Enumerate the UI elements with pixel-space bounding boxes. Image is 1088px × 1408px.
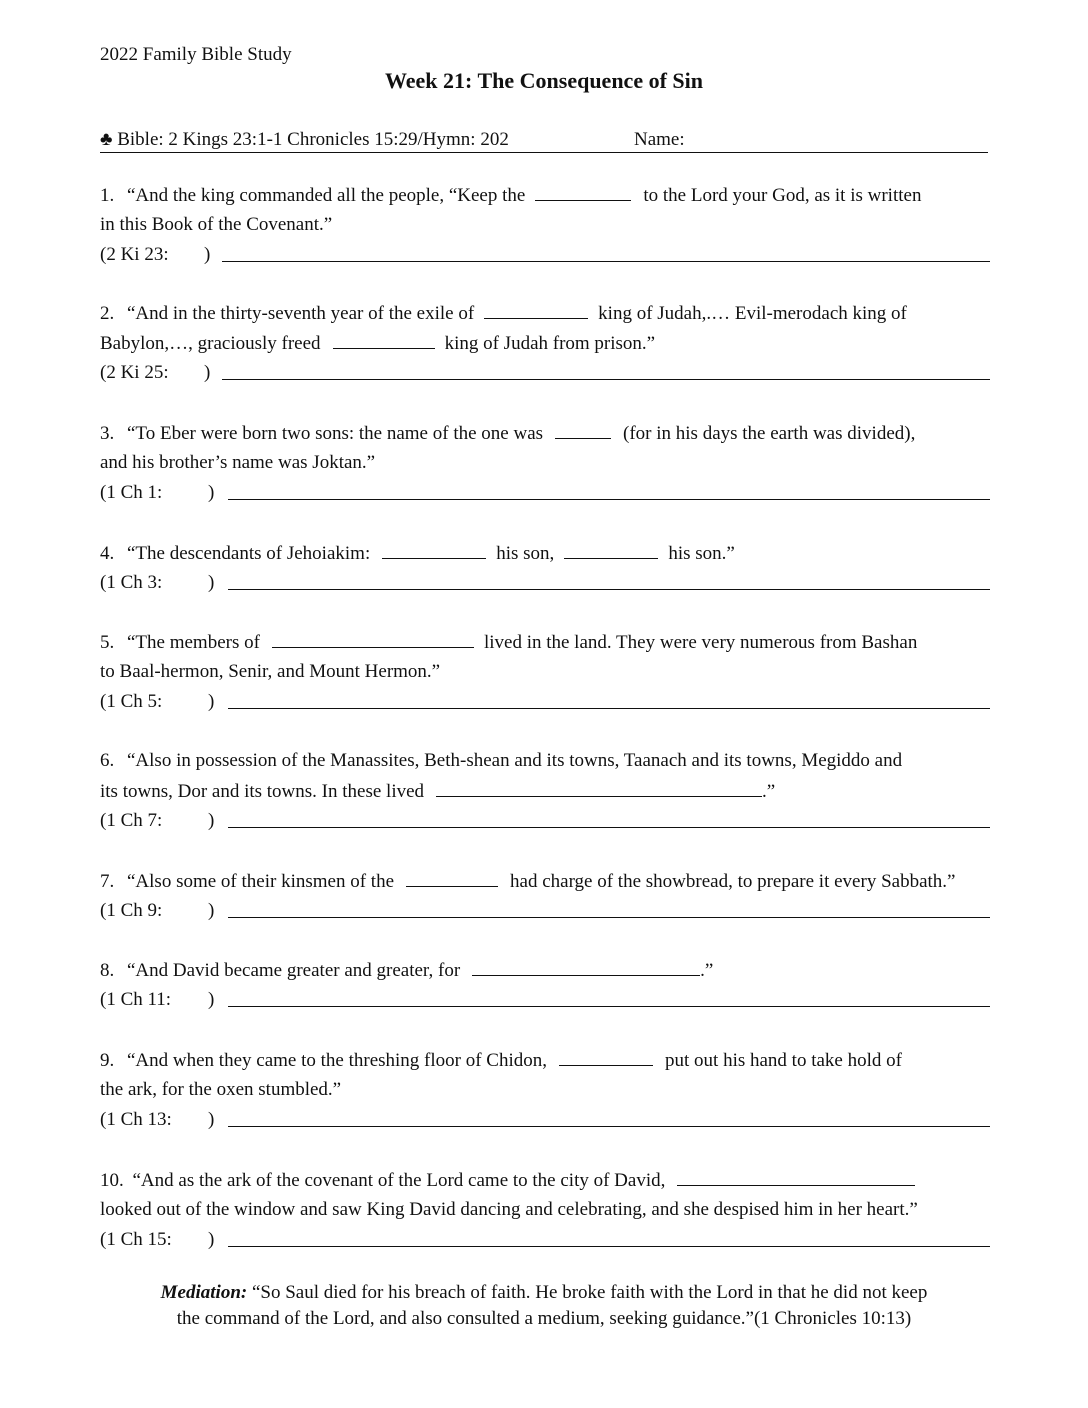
question-text: king of Judah from prison.” <box>444 333 656 354</box>
question-text: his son.” <box>668 543 735 564</box>
verse-answer-line[interactable] <box>228 917 990 918</box>
reference-row: (1 Ch 5: ) <box>100 687 990 717</box>
bible-reading-label: ♣ Bible: 2 Kings 23:1-1 Chronicles 15:29/Hymn: 202 <box>100 129 509 150</box>
meditation-text: “So Saul died for his breach of faith. He broke faith with the Lord in that he did not keep <box>251 1282 928 1303</box>
reference-row: (1 Ch 13: ) <box>100 1105 990 1135</box>
answer-blank[interactable] <box>272 627 474 648</box>
question-10 <box>100 1165 990 1255</box>
answer-blank[interactable] <box>559 1045 653 1066</box>
question-number: 8. <box>100 960 115 981</box>
answer-blank[interactable] <box>535 180 631 201</box>
reference-row: (1 Ch 15: ) <box>100 1225 990 1255</box>
question-number: 7. <box>100 871 115 892</box>
question-text: “The members of <box>127 632 260 653</box>
reference-label: (1 Ch 15: <box>100 1229 172 1250</box>
question-text: “And when they came to the threshing floor of Chidon, <box>127 1050 548 1071</box>
verse-answer-line[interactable] <box>228 1006 990 1007</box>
reference-label: (1 Ch 9: <box>100 900 163 921</box>
answer-blank[interactable] <box>333 328 435 349</box>
question-2 <box>100 298 990 388</box>
verse-answer-line[interactable] <box>228 1246 990 1247</box>
question-5 <box>100 627 990 717</box>
question-number: 1. <box>100 185 115 206</box>
question-text: put out his hand to take hold of <box>665 1050 902 1071</box>
reference-label: (1 Ch 1: <box>100 482 163 503</box>
reference-label: (1 Ch 11: <box>100 989 172 1010</box>
question-1 <box>100 180 990 270</box>
question-text: lived in the land. They were very numerous from Bashan <box>483 632 918 653</box>
question-4 <box>100 538 990 598</box>
name-label: Name: <box>634 129 685 150</box>
verse-answer-line[interactable] <box>222 379 990 380</box>
reference-row: (1 Ch 9: ) <box>100 896 990 926</box>
question-text: “And David became greater and greater, for <box>127 960 461 981</box>
question-text: the ark, for the oxen stumbled.” <box>100 1079 342 1100</box>
question-text: in this Book of the Covenant.” <box>100 214 333 235</box>
reference-label: (1 Ch 13: <box>100 1109 172 1130</box>
question-text: its towns, Dor and its towns. In these lived <box>100 781 425 802</box>
reference-label: (2 Ki 23: <box>100 244 169 265</box>
page-title: Week 21: The Consequence of Sin <box>384 68 703 93</box>
question-number: 10. <box>100 1170 124 1191</box>
verse-answer-line[interactable] <box>228 827 990 828</box>
question-text: .” <box>762 781 776 802</box>
answer-blank[interactable] <box>677 1165 915 1186</box>
question-text: his son, <box>496 543 555 564</box>
answer-blank[interactable] <box>484 298 588 319</box>
question-6 <box>100 746 990 836</box>
verse-answer-line[interactable] <box>228 708 990 709</box>
verse-answer-line[interactable] <box>222 261 990 262</box>
question-number: 3. <box>100 423 115 444</box>
question-7 <box>100 866 990 926</box>
verse-answer-line[interactable] <box>228 1126 990 1127</box>
meditation-verse <box>100 1280 988 1332</box>
verse-answer-line[interactable] <box>228 589 990 590</box>
reference-row: (2 Ki 23: ) <box>100 240 990 270</box>
meditation-text: the command of the Lord, and also consulted a medium, seeking guidance.”(1 Chronicles 10:13) <box>176 1308 912 1329</box>
question-text: “And as the ark of the covenant of the Lord came to the city of David, <box>132 1170 666 1191</box>
reference-label: (1 Ch 3: <box>100 572 163 593</box>
question-text: and his brother’s name was Joktan.” <box>100 452 376 473</box>
question-text: to Baal-hermon, Senir, and Mount Hermon.” <box>100 661 441 682</box>
question-text: “Also in possession of the Manassites, Beth-shean and its towns, Taanach and its towns, Megiddo and <box>127 750 903 771</box>
question-text: had charge of the showbread, to prepare it every Sabbath.” <box>510 871 956 892</box>
answer-blank[interactable] <box>406 866 498 887</box>
question-text: to the Lord your God, as it is written <box>643 185 922 206</box>
answer-blank[interactable] <box>564 538 658 559</box>
question-text: “The descendants of Jehoiakim: <box>127 543 371 564</box>
question-text: “Also some of their kinsmen of the <box>127 871 395 892</box>
reference-row: (1 Ch 1: ) <box>100 478 990 508</box>
meditation-label: Mediation: <box>160 1282 248 1303</box>
series-label: 2022 Family Bible Study <box>100 44 292 65</box>
reference-row: (2 Ki 25: ) <box>100 358 990 388</box>
question-number: 5. <box>100 632 115 653</box>
question-text: Babylon,…, graciously freed <box>100 333 321 354</box>
reference-row: (1 Ch 7: ) <box>100 806 990 836</box>
reference-label: (2 Ki 25: <box>100 362 169 383</box>
reference-row: (1 Ch 11: ) <box>100 985 990 1015</box>
verse-answer-line[interactable] <box>228 499 990 500</box>
question-text: “And the king commanded all the people, “Keep the <box>127 185 526 206</box>
question-text: .” <box>700 960 714 981</box>
question-number: 9. <box>100 1050 115 1071</box>
question-number: 2. <box>100 303 115 324</box>
question-text: (for in his days the earth was divided), <box>623 423 916 444</box>
question-number: 4. <box>100 543 115 564</box>
question-text: “And in the thirty-seventh year of the exile of <box>127 303 475 324</box>
question-number: 6. <box>100 750 115 771</box>
reference-label: (1 Ch 7: <box>100 810 163 831</box>
answer-blank[interactable] <box>436 776 762 797</box>
answer-blank[interactable] <box>472 955 700 976</box>
question-text: looked out of the window and saw King David dancing and celebrating, and she despised him in her heart.” <box>100 1199 918 1220</box>
reference-row: (1 Ch 3: ) <box>100 568 990 598</box>
question-8 <box>100 955 990 1015</box>
bible-hymn-name-row <box>100 128 988 153</box>
question-3 <box>100 418 990 508</box>
answer-blank[interactable] <box>555 418 611 439</box>
answer-blank[interactable] <box>382 538 486 559</box>
question-9 <box>100 1045 990 1135</box>
question-text: king of Judah,.… Evil-merodach king of <box>598 303 907 324</box>
question-text: “To Eber were born two sons: the name of the one was <box>127 423 544 444</box>
reference-label: (1 Ch 5: <box>100 691 163 712</box>
